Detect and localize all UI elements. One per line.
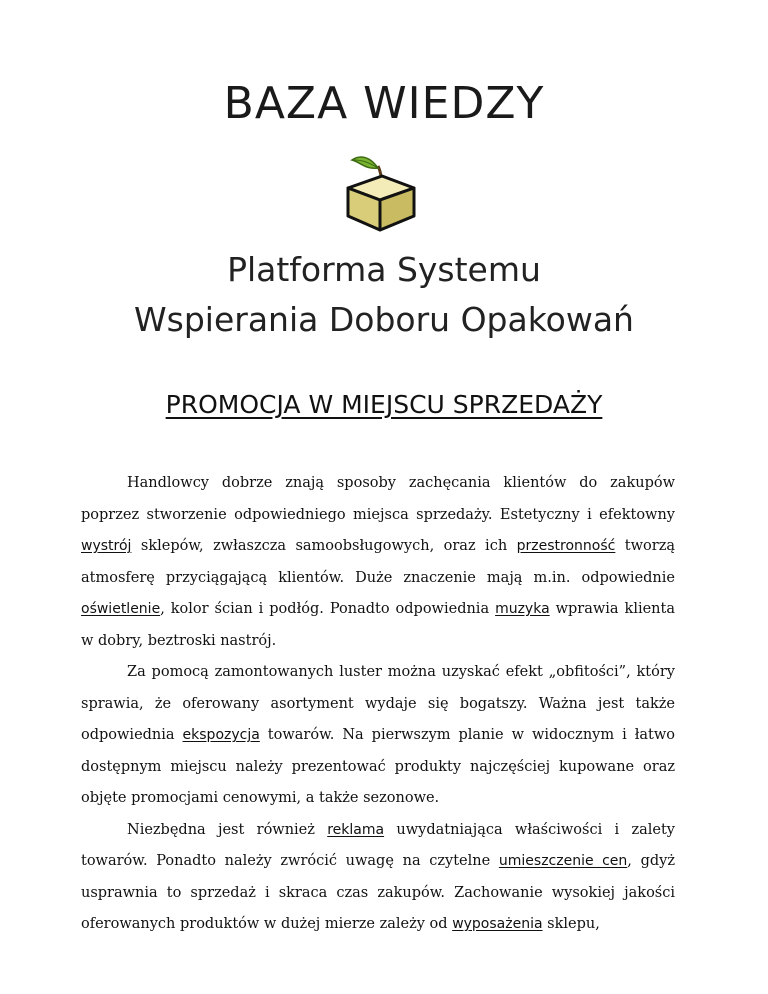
keyword-link-reklama[interactable]: reklama <box>327 821 385 838</box>
article-body <box>81 468 675 941</box>
paragraph-1 <box>81 468 675 657</box>
keyword-link-wyposazenia[interactable]: wyposażenia <box>452 916 543 932</box>
article-heading: PROMOCJA W MIEJSCU SPRZEDAŻY <box>165 390 603 419</box>
keyword-link-oswietlenie[interactable]: oświetlenie <box>81 601 161 617</box>
keyword-link-ekspozycja[interactable]: ekspozycja <box>182 727 260 743</box>
text-span: , kolor ścian i podłóg. Ponadto odpowiednia <box>160 601 496 617</box>
paragraph-3 <box>81 815 675 941</box>
text-span: sklepu, <box>542 916 600 932</box>
text-span: towarów. Na pierwszym planie w widocznym i łatwo dostępnym miejscu należy prezentować produkty najczęściej kupowane oraz objęte promocjami cenowymi, a także sezonowe. <box>81 727 676 806</box>
platform-subtitle-line2: Wspierania Doboru Opakowań <box>134 300 634 339</box>
text-span: Niezbędna jest również <box>127 821 328 838</box>
keyword-link-muzyka[interactable]: muzyka <box>495 601 550 617</box>
text-span: tworzą atmosferę przyciągającą klientów. Duże znaczenie mają m.in. odpowiednie <box>81 538 675 586</box>
text-span: Za pomocą zamontowanych luster można uzyskać efekt „obfitości”, który sprawia, że oferowany asortyment wydaje się bogatszy. Ważna jest także odpowiednia <box>81 664 675 743</box>
text-span: wprawia klienta w dobry, beztroski nastrój. <box>81 601 675 649</box>
text-span: Handlowcy dobrze znają sposoby zachęcania klientów do zakupów poprzez stworzenie odpowiedniego miejsca sprzedaży. Estetyczny i efektowny <box>81 475 675 523</box>
keyword-link-przestronnosc[interactable]: przestronność <box>516 538 616 554</box>
platform-subtitle-line1: Platforma Systemu <box>227 250 541 289</box>
box-with-leaf-icon <box>338 152 424 234</box>
text-span: uwydatniająca właściwości i zalety towarów. Ponadto należy zwrócić uwagę na czytelne <box>81 821 675 869</box>
text-span: sklepów, zwłaszcza samoobsługowych, oraz ich <box>131 538 517 554</box>
keyword-link-umieszczenie-cen[interactable]: umieszczenie cen <box>498 853 628 869</box>
paragraph-2 <box>81 657 675 815</box>
keyword-link-wystroj[interactable]: wystrój <box>81 538 132 554</box>
text-span: , gdyż usprawnia to sprzedaż i skraca czas zakupów. Zachowanie wysokiej jakości oferowanych produktów w dużej mierze zależy od <box>81 853 675 932</box>
page-title: BAZA WIEDZY <box>223 78 545 129</box>
